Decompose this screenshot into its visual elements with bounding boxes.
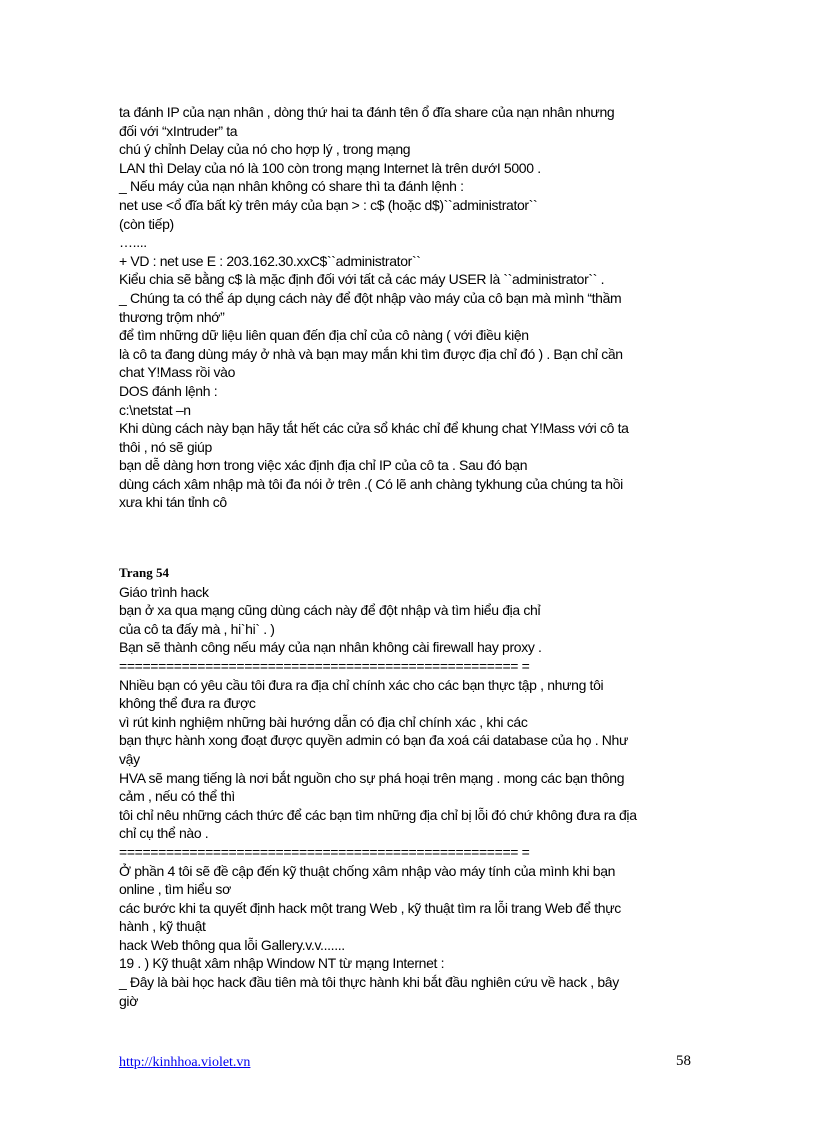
text-line: Khi dùng cách này bạn hãy tắt hết các cửa sổ khác chỉ để khung chat Y!Mass với cô ta <box>119 420 629 437</box>
text-line: chỉ cụ thể nào . <box>119 825 209 842</box>
text-line: ta đánh IP của nạn nhân , dòng thứ hai ta đánh tên ổ đĩa share của nạn nhân nhưng <box>119 104 615 120</box>
text-block-top <box>119 103 694 512</box>
text-line: c:\netstat –n <box>119 401 191 418</box>
text-line: hack Web thông qua lỗi Gallery.v.v....... <box>119 936 345 953</box>
text-line: _ Chúng ta có thể áp dụng cách này để đột nhập vào máy của cô bạn mà mình “thầm <box>119 289 622 306</box>
text-line: không thể đưa ra được <box>119 695 256 712</box>
text-line: giờ <box>119 992 139 1009</box>
text-line: vậy <box>119 750 140 767</box>
text-line: xưa khi tán tỉnh cô <box>119 494 227 511</box>
text-line: hành , kỹ thuật <box>119 918 206 935</box>
text-line: Nhiều bạn có yêu cầu tôi đưa ra địa chỉ chính xác cho các bạn thực tập , nhưng tôi <box>119 676 604 693</box>
text-line: chat Y!Mass rồi vào <box>119 364 236 381</box>
page-number: 58 <box>676 1053 691 1069</box>
text-line: bạn thực hành xong đoạt được quyền admin có bạn đa xoá cái database của họ . Như <box>119 732 628 749</box>
text-line: online , tìm hiểu sơ <box>119 881 231 898</box>
text-line: HVA sẽ mang tiếng là nơi bắt nguồn cho sự phá hoại trên mạng . mong các bạn thông <box>119 769 625 786</box>
text-line: ….... <box>119 234 147 251</box>
text-line: để tìm những dữ liệu liên quan đến địa chỉ của cô nàng ( với điều kiện <box>119 327 529 344</box>
text-line: thương trộm nhớ” <box>119 308 225 325</box>
text-line: Bạn sẽ thành công nếu máy của nạn nhân không cài firewall hay proxy . <box>119 639 542 656</box>
text-line: thôi , nó sẽ giúp <box>119 438 212 455</box>
text-line: các bước khi ta quyết định hack một trang Web , kỹ thuật tìm ra lỗi trang Web để thực <box>119 899 621 916</box>
text-line: bạn dễ dàng hơn trong việc xác định địa chỉ IP của cô ta . Sau đó bạn <box>119 457 528 474</box>
text-block-bottom <box>119 564 694 1010</box>
footer-website-link[interactable]: http://kinhhoa.violet.vn <box>119 1055 251 1070</box>
text-line: 19 . ) Kỹ thuật xâm nhập Window NT từ mạng Internet : <box>119 955 445 972</box>
text-line: đối với “xIntruder” ta <box>119 122 238 139</box>
text-line: dùng cách xâm nhập mà tôi đa nói ở trên .( Có lẽ anh chàng tykhung của chúng ta hồi <box>119 475 623 492</box>
text-line: Ở phần 4 tôi sẽ đề cập đến kỹ thuật chống xâm nhập vào máy tính của mình khi bạn <box>119 862 616 879</box>
text-line: + VD : net use E : 203.162.30.xxC$``administrator`` <box>119 252 421 269</box>
text-line: bạn ở xa qua mạng cũng dùng cách này để đột nhập và tìm hiểu địa chỉ <box>119 602 541 619</box>
text-line: _ Đây là bài học hack đầu tiên mà tôi thực hành khi bắt đầu nghiên cứu về hack , bây <box>119 974 619 991</box>
text-line: Giáo trình hack <box>119 583 209 600</box>
text-line: cảm , nếu có thể thì <box>119 788 235 805</box>
text-line: vì rút kinh nghiệm những bài hướng dẫn có địa chỉ chính xác , khi các <box>119 713 528 730</box>
text-line: (còn tiếp) <box>119 215 174 232</box>
text-line: _ Nếu máy của nạn nhân không có share thì ta đánh lệnh : <box>119 178 464 195</box>
text-line: LAN thì Delay của nó là 100 còn trong mạng Internet là trên dướI 5000 . <box>119 159 541 176</box>
text-line: Kiểu chia sẽ bằng c$ là mặc định đối với tất cả các máy USER là ``administrator`` . <box>119 271 605 288</box>
text-line: DOS đánh lệnh : <box>119 382 218 399</box>
separator-line: =================================================== = <box>119 657 530 674</box>
text-line: của cô ta đấy mà , hi`hi` . ) <box>119 620 275 637</box>
page-heading: Trang 54 <box>119 565 169 580</box>
text-line: net use <ổ đĩa bất kỳ trên máy của bạn > : c$ (hoặc d$)``administrator`` <box>119 196 538 213</box>
text-line: tôi chỉ nêu những cách thức để các bạn tìm những địa chỉ bị lỗi đó chứ không đưa ra địa <box>119 806 637 823</box>
text-line: là cô ta đang dùng máy ở nhà và bạn may mắn khi tìm được địa chỉ đó ) . Bạn chỉ cần <box>119 345 623 362</box>
text-line: chú ý chỉnh Delay của nó cho hợp lý , trong mạng <box>119 141 411 158</box>
separator-line: =================================================== = <box>119 843 530 860</box>
